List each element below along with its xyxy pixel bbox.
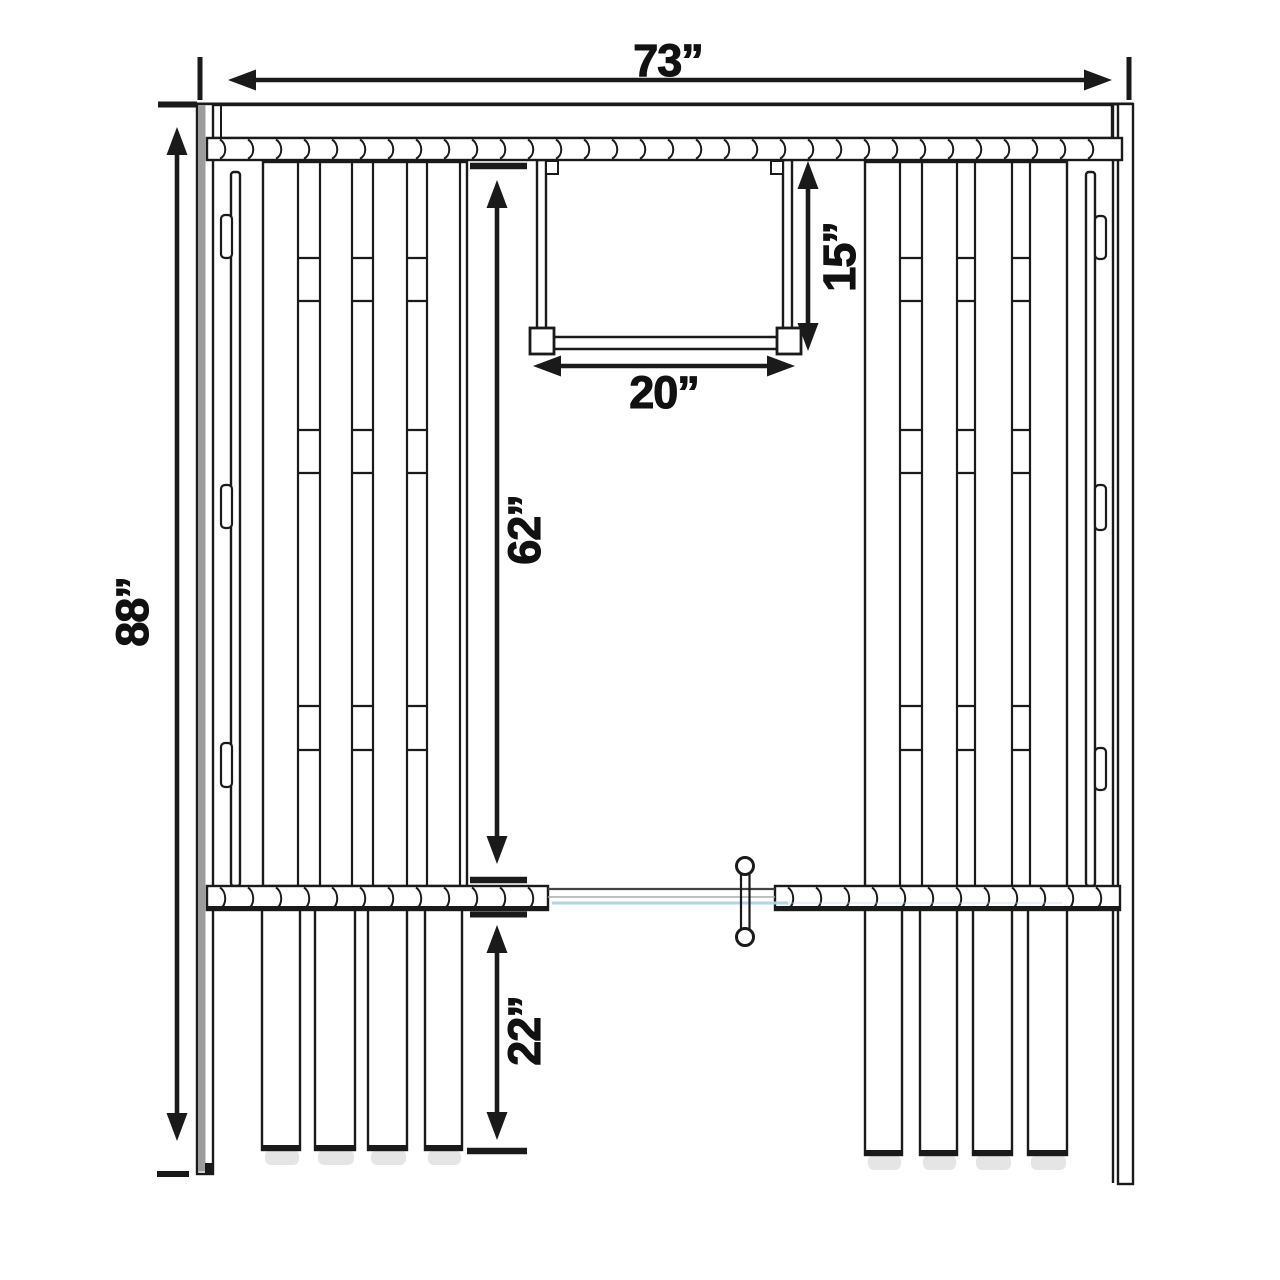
dim-label-overall-width: 73” [633, 35, 703, 86]
left-post-shading [198, 106, 206, 1172]
slat-shadow [1031, 1155, 1066, 1170]
lower-wall-slat [865, 908, 902, 1155]
slat-shadow [318, 1150, 354, 1165]
slat-shadow [371, 1150, 406, 1165]
slat-shadow [976, 1155, 1011, 1170]
dim-overall-height-arrow-up [167, 127, 188, 155]
slat-shadow [923, 1155, 956, 1170]
lower-wall-slat [315, 908, 355, 1150]
lower-wall-slat [262, 908, 300, 1150]
lower-wall-slat [1028, 908, 1067, 1155]
dim-label-window-width: 20” [629, 367, 699, 418]
dim-window-width-arrow-left [533, 356, 561, 377]
window-right-post [783, 160, 792, 330]
dim-label-lower-section-height: 22” [499, 996, 550, 1066]
lower-wall-slat [425, 908, 462, 1150]
dim-overall-width-arrow-left [228, 70, 256, 91]
left-hinge-tab [221, 485, 232, 528]
door-handle-knob-top [737, 858, 754, 875]
window-right-bracket [771, 161, 783, 174]
slat-shadow [868, 1155, 901, 1170]
right-corner-post [1118, 104, 1133, 1184]
lower-wall-slat [973, 908, 1012, 1155]
panel-structure [197, 104, 1133, 1184]
upper-left-wall-section [263, 162, 467, 886]
dim-label-overall-height: 88” [107, 577, 158, 647]
window-sill-block-right [777, 328, 801, 354]
dim-lower-section-height-arrow-up [487, 925, 508, 953]
slat-shadow [265, 1150, 299, 1165]
right-door-stile [1086, 172, 1095, 886]
door-handle-knob-bottom [737, 929, 754, 946]
top-plate [200, 105, 1112, 138]
dim-window-width-arrow-right [767, 356, 795, 377]
dim-door-section-height-arrow-down [487, 836, 508, 864]
dim-label-window-height: 15” [814, 222, 865, 292]
right-hinge-tab [1095, 216, 1106, 259]
left-hinge-tab [221, 215, 232, 258]
dim-door-section-height-arrow-up [487, 180, 508, 208]
window-left-bracket [546, 161, 558, 174]
dim-label-door-section-height: 62” [499, 495, 550, 565]
window-left-post [537, 160, 546, 330]
dim-overall-height-arrow-down [167, 1113, 188, 1141]
upper-right-wall-section [865, 162, 1067, 886]
left-post-foot [205, 1163, 213, 1174]
dim-overall-width-arrow-right [1084, 70, 1112, 91]
slat-shadow [428, 1150, 461, 1165]
right-hinge-tab [1095, 485, 1106, 530]
top-slat-rail [207, 138, 1122, 160]
dim-window-height-arrow-up [798, 161, 819, 189]
dim-lower-section-height-arrow-down [487, 1112, 508, 1140]
right-hinge-tab [1095, 748, 1106, 790]
lower-wall-slat [920, 908, 957, 1155]
left-hinge-tab [221, 743, 232, 787]
lower-wall-slat [368, 908, 407, 1150]
window-sill-block-left [530, 328, 554, 354]
